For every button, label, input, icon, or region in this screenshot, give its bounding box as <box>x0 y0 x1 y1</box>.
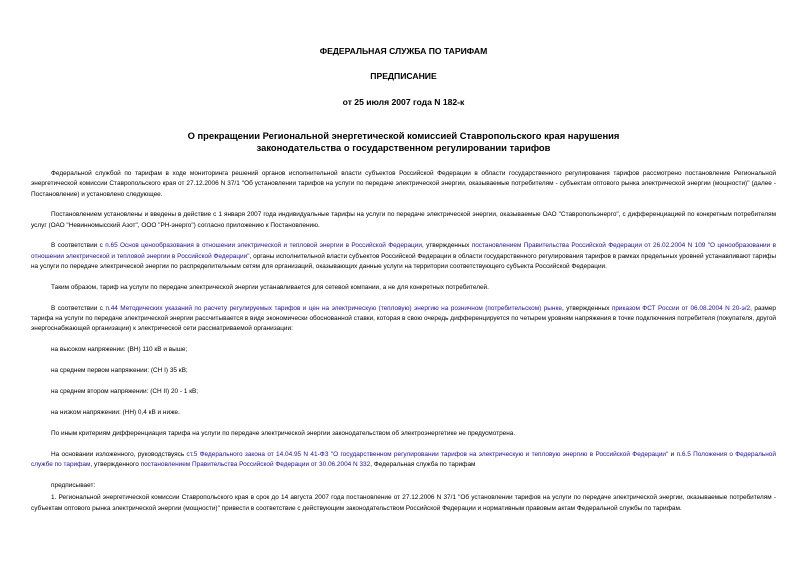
link-pricing-basics-p65[interactable]: п.65 Основ ценообразования в отношении электрической и тепловой энергии в Российской Федерации <box>105 242 422 250</box>
paragraph-monitoring: Федеральной службой по тарифам в ходе мониторинга решений органов исполнительной власти субъектов Российской Федерации в области государственного регулирования тарифов рассмотрено постановление Региональной энергетической комиссии Ставропольского края от 27.12.2006 N 37/1 "Об установлении тарифов на услуги по передаче электрической энергии, оказываемые потребителям - субъектам оптового рынка электрической энергии (мощности)" (далее - Постановление) и установлено следующее. <box>31 170 776 198</box>
voltage-level-high: на высоком напряжении: (ВН) 110 кВ и выше; <box>51 345 188 353</box>
link-government-decree-109[interactable]: постановлением Правительства Российской Федерации от 26.02.2004 N 109 "О ценообразовании в отношении электрической и тепловой энергии в Российской Федерации" <box>31 242 776 260</box>
paragraph-pricing-basics <box>31 241 776 272</box>
voltage-level-low: на низком напряжении: (НН) 0,4 кВ и ниже. <box>51 409 180 417</box>
p7-text-b: и <box>668 451 677 458</box>
link-methodical-guidelines-p44[interactable]: п.44 Методических указаний по расчету регулируемых тарифов и цен на электрическую (тепловую) энергию на розничном (потребительском) рынке <box>105 304 562 312</box>
document-body <box>31 169 776 514</box>
p5-text-a: В соответствии с <box>51 304 106 312</box>
paragraph-methodical-guidelines <box>31 304 776 335</box>
title-line-2: законодательства о государственном регулировании тарифов <box>256 141 551 153</box>
p3-text-a: В соответствии с <box>51 242 106 250</box>
p7-text-d: , Федеральная служба по тарифам <box>370 461 476 469</box>
document-date-number: от 25 июля 2007 года N 182-к <box>342 97 465 107</box>
paragraph-legal-basis <box>31 450 776 471</box>
paragraph-conclusion: Таким образом, тариф на услуги по передаче электрической энергии устанавливается для сетевой компании, а не для конкретных потребителей. <box>51 283 489 291</box>
p5-text-b: , утвержденных <box>561 304 612 312</box>
link-government-decree-332[interactable]: постановлением Правительства Российской Федерации от 30.06.2004 N 332 <box>140 461 371 469</box>
link-fst-regulation-p6-5[interactable]: п.6.5 Положения о Федеральной службе по тарифам <box>31 451 776 469</box>
voltage-level-medium-1: на среднем первом напряжении: (СН I) 35 кВ; <box>51 367 188 375</box>
p3-text-c: , органы исполнительной власти субъектов Российской Федерации в области государственного регулирования тарифов в рамках предельных уровней устанавливают тарифы на услуги по передаче электрической энергии по распределительным сетям для организаций, оказывающих данные услуги на территории соответствующего субъекта Российской Федерации. <box>31 252 776 270</box>
voltage-level-medium-2: на среднем втором напряжении: (СН II) 20 - 1 кВ; <box>51 388 199 396</box>
paragraph-directive-1: 1. Региональной энергетической комиссии Ставропольского края в срок до 14 августа 2007 года постановление от 27.12.2006 N 37/1 "Об установлении тарифов на услуги по передаче электрической энергии, оказываемые потребителям - субъектам оптового рынка электрической энергии (мощности)" привести в соответствие с действующим законодательством Российской Федерации и нормативным правовым актам Федеральной службы по тарифам. <box>31 494 776 512</box>
agency-heading: ФЕДЕРАЛЬНАЯ СЛУЖБА ПО ТАРИФАМ <box>319 46 488 56</box>
link-fst-order-20-e-2[interactable]: приказом ФСТ России от 06.08.2004 N 20-э/2 <box>611 304 751 312</box>
paragraph-tariffs-established: Постановлением установлены и введены в действие с 1 января 2007 года индивидуальные тарифы на услуги по передаче электрической энергии, оказываемые ОАО "Ставропольэнерго", с дифференциацией по конкретным потребителям услуг (ОАО "Невинномысский Азот", ООО "РН-энерго") согласно приложению к Постановлению. <box>31 211 776 229</box>
document-type-heading: ПРЕДПИСАНИЕ <box>370 71 437 81</box>
p3-text-b: , утвержденных <box>421 242 472 250</box>
p5-text-c: , размер тарифа на услуги по передаче электрической энергии рассчитывается в виде экономически обоснованной ставки, которая в свою очередь дифференцируется по четырем уровням напряжения в точке подключения потребителя (покупателя, другой энергоснабжающей организации) к электрической сети рассматриваемой организации: <box>31 304 776 333</box>
paragraph-prescribes: предписывает: <box>51 482 96 490</box>
p7-text-a: На основании изложенного, руководствуясь <box>51 451 187 458</box>
title-line-1: О прекращении Региональной энергетической комиссией Ставропольского края нарушения <box>187 130 620 141</box>
paragraph-no-other-criteria: По иным критериям дифференциация тарифа на услуги по передаче электрической энергии законодательством об электроэнергетике не предусмотрена. <box>51 430 516 438</box>
link-federal-law-41-fz[interactable]: ст.5 Федерального закона от 14.04.95 N 41-ФЗ "О государственном регулировании тарифов на электрическую и тепловую энергию в Российской Федерации" <box>186 451 669 458</box>
document-title <box>31 130 776 153</box>
p7-text-c: , утвержденного <box>90 461 141 469</box>
